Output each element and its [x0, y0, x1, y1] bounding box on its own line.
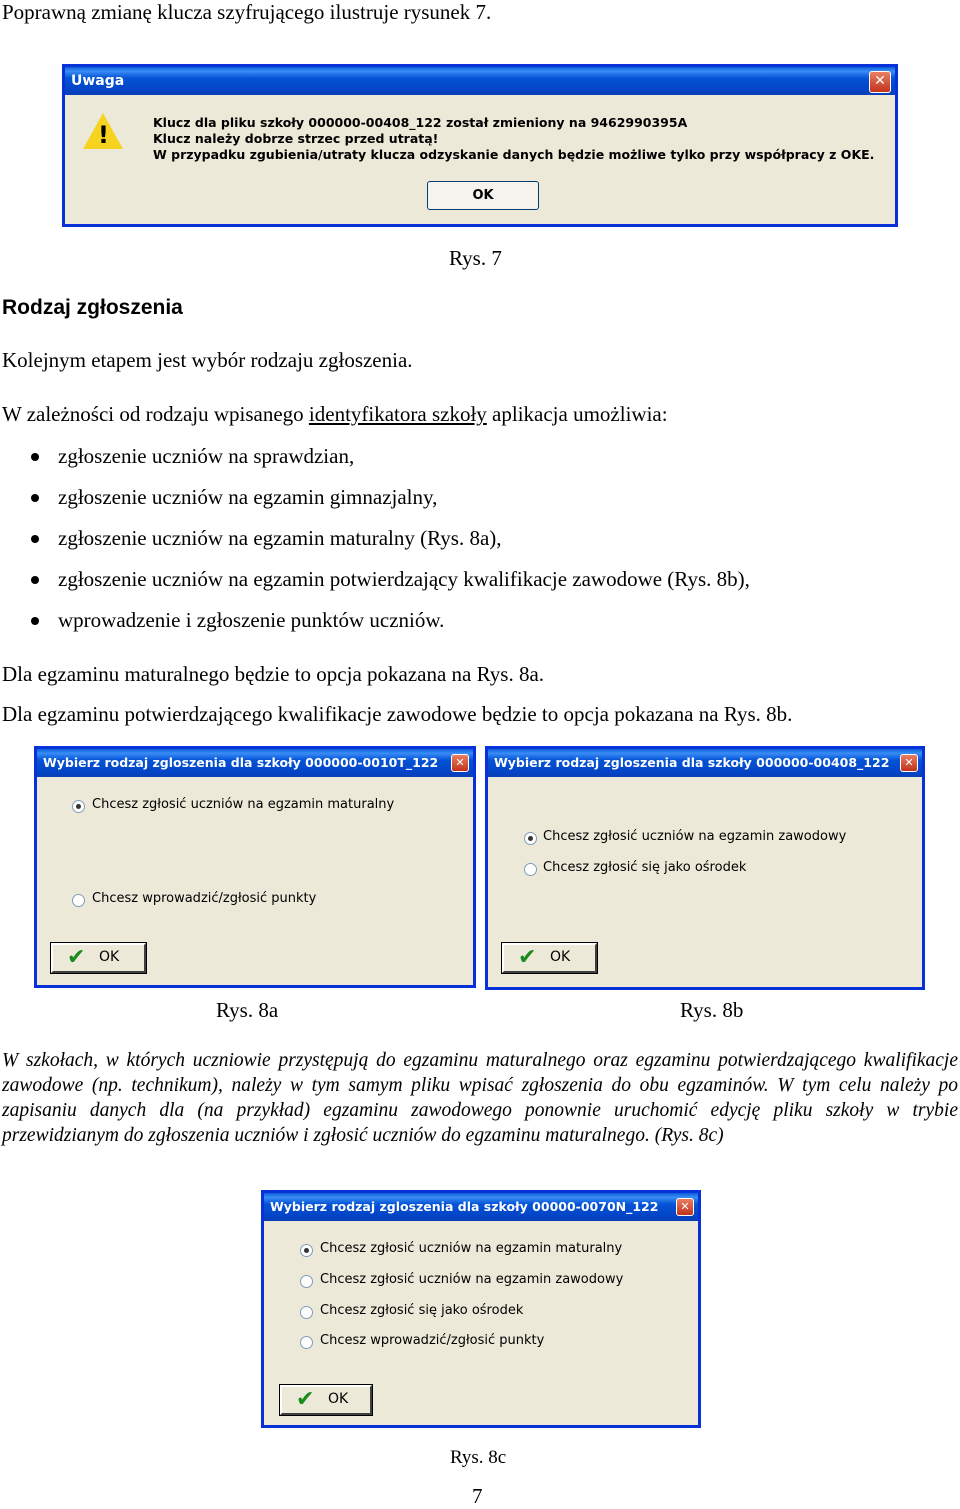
- bullet-marker: [31, 617, 39, 625]
- dialog-title: Wybierz rodzaj zgloszenia dla szkoły 000000-0010T_122: [37, 749, 473, 777]
- radio-vocational[interactable]: [524, 832, 537, 845]
- paragraph: Dla egzaminu maturalnego będzie to opcja pokazana na Rys. 8a.: [2, 662, 545, 686]
- dialog-title: Wybierz rodzaj zgloszenia dla szkoły 000000-00408_122: [488, 749, 922, 777]
- paragraph: W zależności od rodzaju wpisanego identyfikatora szkoły aplikacja umożliwia:: [2, 402, 668, 426]
- ok-button[interactable]: ✔ OK: [51, 943, 146, 973]
- checkmark-icon: ✔: [67, 945, 86, 970]
- radio-label[interactable]: Chcesz zgłosić uczniów na egzamin maturalny: [320, 1241, 623, 1256]
- section-heading: Rodzaj zgłoszenia: [2, 296, 183, 319]
- radio-label[interactable]: Chcesz zgłosić się jako ośrodek: [543, 860, 747, 875]
- bullet-marker: [31, 494, 39, 502]
- checkmark-icon: ✔: [518, 945, 537, 970]
- radio-matura[interactable]: [72, 800, 85, 813]
- radio-points[interactable]: [300, 1336, 313, 1349]
- figure-caption: Rys. 7: [449, 246, 502, 270]
- checkmark-icon: ✔: [296, 1387, 315, 1412]
- bullet-marker: [31, 576, 39, 584]
- italic-note: W szkołach, w których uczniowie przystępują do egzaminu maturalnego oraz egzaminu potwierdzającego kwalifikacje zawodowe (np. technikum), należy w tym samym pliku wpisać zgłoszenia do obu egzaminów. W tym celu należy po zapisaniu danych dla (na przykład) egzaminu zawodowego ponownie uruchomić edycję pliku szkoły w trybie przewidzianym do zgłoszenia uczniów i zgłosić uczniów do egzaminu maturalnego. (Rys. 8c): [2, 1050, 958, 1146]
- ok-button[interactable]: ✔ OK: [280, 1385, 372, 1415]
- school-id-link[interactable]: identyfikatora szkoły: [308, 402, 487, 426]
- page-number: 7: [472, 1484, 483, 1508]
- close-icon[interactable]: ✕: [900, 754, 918, 772]
- report-type-dialog-8b: [485, 746, 925, 990]
- paragraph: Dla egzaminu potwierdzającego kwalifikacje zawodowe będzie to opcja pokazana na Rys. 8b.: [2, 702, 793, 726]
- bullet-marker: [31, 453, 39, 461]
- radio-label[interactable]: Chcesz wprowadzić/zgłosić punkty: [92, 891, 317, 906]
- ok-button[interactable]: OK: [427, 181, 539, 210]
- radio-label[interactable]: Chcesz wprowadzić/zgłosić punkty: [320, 1333, 545, 1348]
- radio-label[interactable]: Chcesz zgłosić uczniów na egzamin zawodowy: [320, 1272, 624, 1287]
- close-icon[interactable]: ✕: [676, 1198, 694, 1216]
- list-item: zgłoszenie uczniów na egzamin potwierdzający kwalifikacje zawodowe (Rys. 8b),: [58, 567, 750, 591]
- radio-center[interactable]: [524, 863, 537, 876]
- bullet-marker: [31, 535, 39, 543]
- close-icon[interactable]: ✕: [869, 71, 891, 93]
- radio-center[interactable]: [300, 1306, 313, 1319]
- radio-label[interactable]: Chcesz zgłosić się jako ośrodek: [320, 1303, 524, 1318]
- dialog-message-line: Klucz dla pliku szkoły 000000-00408_122 został zmieniony na 9462990395A: [153, 115, 688, 130]
- intro-line: Poprawną zmianę klucza szyfrującego ilustruje rysunek 7.: [2, 0, 492, 24]
- report-type-dialog-8a: [34, 746, 476, 988]
- radio-points[interactable]: [72, 894, 85, 907]
- radio-vocational[interactable]: [300, 1275, 313, 1288]
- warning-dialog: Uwaga ✕ ! Klucz dla pliku szkoły 000000-00408_122 został zmieniony na 9462990395A Klucz należy dobrze strzec przed utratą! W przypadku zgubienia/utraty klucza odzyskanie danych będzie możliwe tylko przy współpracy z OKE. OK: [62, 64, 898, 227]
- list-item: wprowadzenie i zgłoszenie punktów uczniów.: [58, 608, 445, 632]
- list-item: zgłoszenie uczniów na sprawdzian,: [58, 444, 355, 468]
- figure-caption: Rys. 8b: [680, 998, 744, 1022]
- radio-label[interactable]: Chcesz zgłosić uczniów na egzamin zawodowy: [543, 829, 847, 844]
- figure-caption: Rys. 8a: [216, 998, 279, 1022]
- dialog-message-line: Klucz należy dobrze strzec przed utratą!: [153, 131, 439, 146]
- paragraph: Kolejnym etapem jest wybór rodzaju zgłoszenia.: [2, 348, 413, 372]
- close-icon[interactable]: ✕: [451, 754, 469, 772]
- list-item: zgłoszenie uczniów na egzamin gimnazjalny,: [58, 485, 438, 509]
- dialog-message-line: W przypadku zgubienia/utraty klucza odzyskanie danych będzie możliwe tylko przy współpracy z OKE.: [153, 147, 875, 162]
- radio-matura[interactable]: [300, 1244, 313, 1257]
- report-type-dialog-8c: [261, 1190, 701, 1428]
- list-item: zgłoszenie uczniów na egzamin maturalny (Rys. 8a),: [58, 526, 502, 550]
- ok-button[interactable]: ✔ OK: [502, 943, 597, 973]
- radio-label[interactable]: Chcesz zgłosić uczniów na egzamin maturalny: [92, 797, 395, 812]
- dialog-title: Uwaga: [65, 67, 895, 95]
- dialog-title: Wybierz rodzaj zgloszenia dla szkoły 00000-0070N_122: [264, 1193, 698, 1221]
- figure-caption: Rys. 8c: [450, 1447, 507, 1468]
